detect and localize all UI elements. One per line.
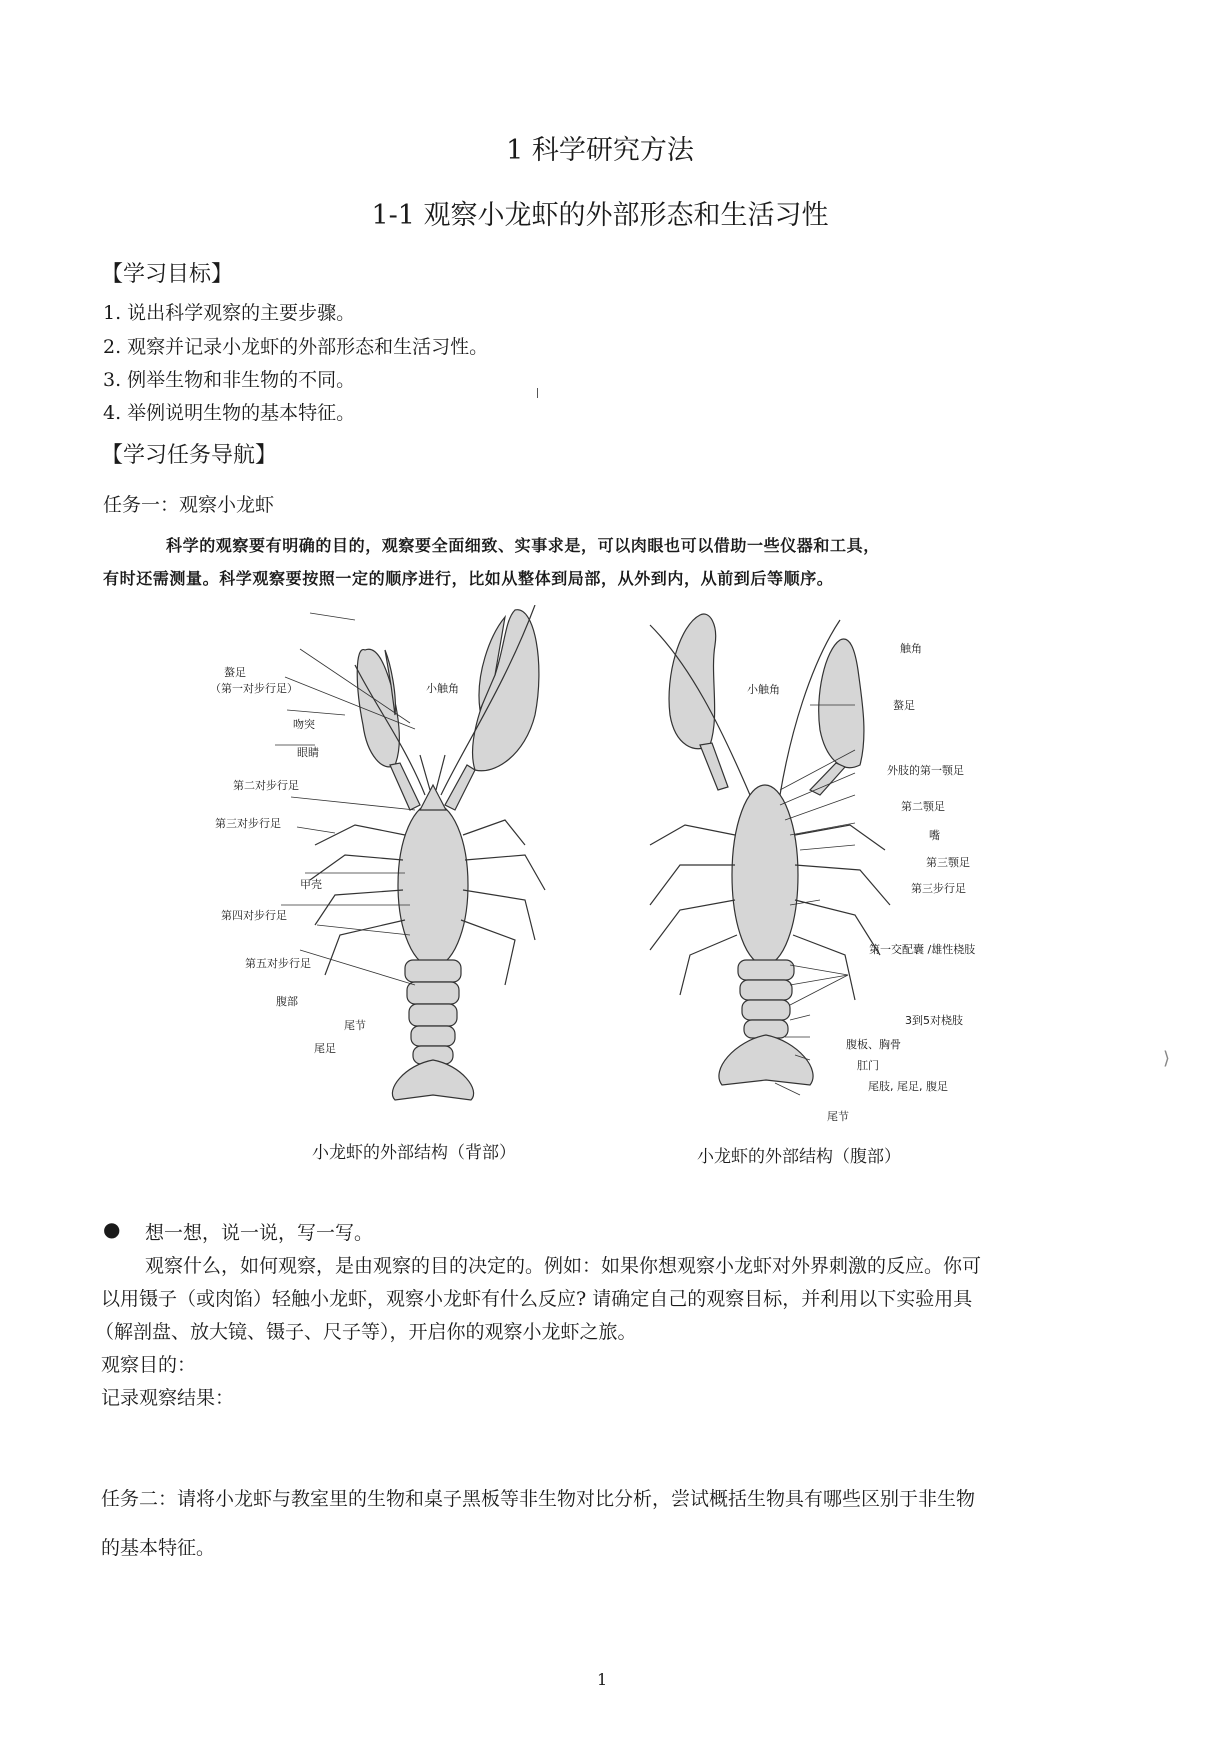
dorsal-label-leg5: 第五对步行足 — [245, 957, 311, 970]
ventral-caption: 小龙虾的外部结构（腹部） — [697, 1147, 901, 1167]
ventral-label-maxilliped3: 第三颚足 — [926, 856, 970, 869]
intro-line-1: 科学的观察要有明确的目的，观察要全面细致、实事求是，可以肉眼也可以借助一些仪器和工具， — [166, 536, 880, 555]
think-para-line-1: 观察什么，如何观察，是由观察的目的决定的。例如：如果你想观察小龙虾对外界刺激的反应。你可 — [145, 1255, 982, 1277]
page-number: 1 — [597, 1670, 608, 1689]
ventral-label-maxilliped2: 第二颚足 — [901, 800, 945, 813]
intro-line-2: 有时还需测量。科学观察要按照一定的顺序进行，比如从整体到局部，从外到内，从前到后等顺序。 — [103, 569, 834, 588]
dorsal-label-rostrum: 吻突 — [293, 718, 315, 731]
dorsal-label-leg4: 第四对步行足 — [221, 909, 287, 922]
scan-mark-icon: ⟩ — [1163, 1048, 1171, 1069]
dorsal-label-uropod: 尾足 — [314, 1042, 336, 1055]
scan-tick — [537, 388, 538, 398]
think-bullet: ● — [103, 1217, 121, 1241]
ventral-label-small-antenna: 小触角 — [747, 683, 780, 696]
ventral-label-claw: 螯足 — [893, 699, 915, 712]
ventral-label-leg3: 第三步行足 — [911, 882, 966, 895]
objective-item-1: 1. 说出科学观察的主要步骤。 — [103, 302, 356, 324]
ventral-label-antenna: 触角 — [900, 642, 922, 655]
task2-line-2: 的基本特征。 — [101, 1537, 216, 1559]
dorsal-label-telson: 尾节 — [344, 1019, 366, 1032]
objective-item-3: 3. 例举生物和非生物的不同。 — [103, 369, 356, 391]
ventral-label-mouth: 嘴 — [929, 829, 940, 842]
dorsal-label-leg2: 第二对步行足 — [233, 779, 299, 792]
think-para-line-3: （解剖盘、放大镜、镊子、尺子等），开启你的观察小龙虾之旅。 — [95, 1321, 637, 1343]
think-para-line-2: 以用镊子（或肉馅）轻触小龙虾，观察小龙虾有什么反应? 请确定自己的观察目标，并利用以下实验用具 — [101, 1288, 973, 1310]
dorsal-label-carapace: 甲壳 — [300, 878, 322, 891]
dorsal-label-small-antenna: 小触角 — [426, 682, 459, 695]
objective-item-2: 2. 观察并记录小龙虾的外部形态和生活习性。 — [103, 336, 489, 358]
dorsal-label-eye: 眼睛 — [297, 746, 319, 759]
dorsal-label-claw: 螯足 — [224, 666, 246, 679]
dorsal-label-claw-sub: （第一对步行足） — [210, 682, 298, 695]
dorsal-caption: 小龙虾的外部结构（背部） — [312, 1143, 516, 1163]
objective-item-4: 4. 举例说明生物的基本特征。 — [103, 402, 356, 424]
chapter-title: 1 科学研究方法 — [506, 135, 694, 166]
record-label: 记录观察结果： — [101, 1387, 235, 1409]
ventral-label-swimmeret1: 第一交配囊 /雄性桡肢 — [869, 943, 976, 956]
dorsal-label-abdomen: 腹部 — [276, 995, 298, 1008]
objectives-heading: 【学习目标】 — [101, 262, 234, 287]
ventral-label-plates: 腹板、胸骨 — [846, 1038, 901, 1051]
dorsal-label-leg3: 第三对步行足 — [215, 817, 281, 830]
ventral-label-maxilliped1: 外肢的第一颚足 — [887, 764, 964, 777]
ventral-label-telson: 尾节 — [827, 1110, 849, 1123]
lesson-title: 1-1 观察小龙虾的外部形态和生活习性 — [371, 200, 829, 231]
task2-line-1: 任务二：请将小龙虾与教室里的生物和桌子黑板等非生物对比分析，尝试概括生物具有哪些区别于非生物 — [101, 1488, 976, 1510]
purpose-label: 观察目的： — [101, 1354, 197, 1376]
ventral-label-swimmeret35: 3到5对桡肢 — [905, 1014, 963, 1027]
task1-title: 任务一：观察小龙虾 — [103, 494, 275, 516]
navigation-heading: 【学习任务导航】 — [101, 443, 278, 468]
think-prompt: 想一想，说一说，写一写。 — [145, 1222, 374, 1244]
ventral-label-anus: 肛门 — [857, 1059, 879, 1072]
ventral-label-tail: 尾肢, 尾足, 腹足 — [868, 1080, 948, 1093]
